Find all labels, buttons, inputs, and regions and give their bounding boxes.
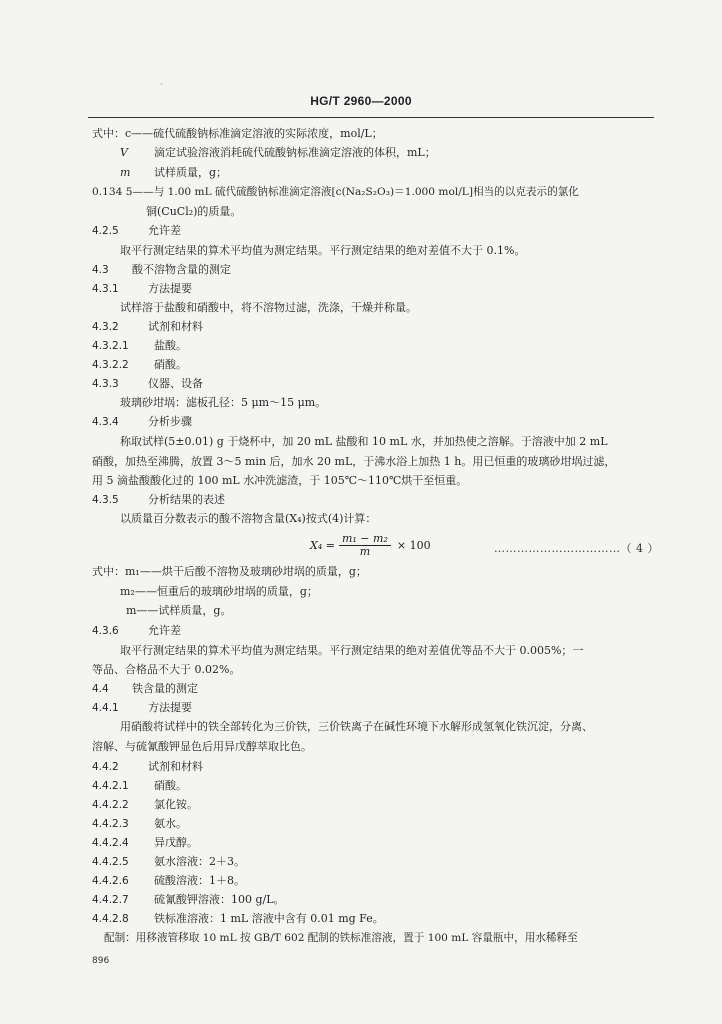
list-item: 4.4.2.6 硫酸溶液：1＋8。 (92, 874, 245, 887)
text-line: 式中：c——硫代硫酸钠标准滴定溶液的实际浓度，mol/L； (92, 127, 383, 140)
text-line: 以质量百分数表示的酸不溶物含量(X₄)按式(4)计算： (120, 512, 377, 525)
section-number: 4.4.2.2 (92, 799, 129, 811)
fraction-denominator: m (359, 544, 371, 558)
section-heading: 4.3 酸不溶物含量的测定 (92, 263, 231, 276)
text-line: 用硝酸将试样中的铁全部转化为三价铁，三价铁离子在碱性环境下水解形成氢氧化铁沉淀，分离、 (120, 720, 593, 733)
section-number: 4.3.3 (92, 378, 119, 390)
section-number: 4.3.1 (92, 283, 119, 295)
section-number: 4.4 (92, 683, 109, 695)
section-number: 4.3.2.2 (92, 359, 129, 371)
scan-mark: · (160, 80, 163, 89)
section-heading: 4.3.2 试剂和材料 (92, 320, 203, 333)
section-heading: 4.3.3 仪器、设备 (92, 377, 203, 390)
definition: 试样质量，g； (154, 166, 228, 179)
page-number: 896 (92, 956, 110, 966)
section-number: 4.3.4 (92, 416, 119, 428)
section-number: 4.4.2.1 (92, 780, 129, 792)
text-line: 称取试样(5±0.01) g 于烧杯中，加 20 mL 盐酸和 10 mL 水，并加热使之溶解。于溶液中加 2 mL (120, 435, 608, 448)
fraction (339, 533, 391, 558)
text-line: 铜(CuCl₂)的质量。 (146, 205, 242, 218)
section-number: 4.4.2.8 (92, 913, 129, 925)
text-line: 取平行测定结果的算术平均值为测定结果。平行测定结果的绝对差值优等品不大于 0.005%；一 (120, 644, 584, 657)
section-number: 4.3.2.1 (92, 340, 129, 352)
section-number: 4.3 (92, 264, 109, 276)
list-item: 4.4.2.4 异戊醇。 (92, 836, 198, 849)
text-line: 玻璃砂坩埚：滤板孔径：5 μm～15 μm。 (120, 396, 327, 409)
section-heading: 4.2.5 允许差 (92, 224, 181, 237)
section-number: 4.3.6 (92, 625, 119, 637)
text-line: 溶解、与硫氰酸钾显色后用异戊醇萃取比色。 (92, 740, 312, 753)
header-rule (88, 117, 654, 118)
list-item: 4.3.2.1 盐酸。 (92, 339, 187, 352)
text-line: 配制：用移液管移取 10 mL 按 GB/T 602 配制的铁标准溶液，置于 100 mL 容量瓶中，用水稀释至 (104, 932, 578, 944)
section-number: 4.4.2.3 (92, 818, 129, 830)
section-heading: 4.3.6 允许差 (92, 624, 181, 637)
text-line: 用 5 滴盐酸酸化过的 100 mL 水冲洗滤渣，于 105℃～110℃烘干至恒重。 (92, 474, 468, 487)
list-item: 4.4.2.5 氨水溶液：2＋3。 (92, 855, 245, 868)
text-line: 取平行测定结果的算术平均值为测定结果。平行测定结果的绝对差值不大于 0.1%。 (120, 244, 526, 257)
section-number: 4.4.2.4 (92, 837, 129, 849)
text-line: 硝酸，加热至沸腾，放置 3～5 min 后，加水 20 mL，于沸水浴上加热 1 h。用已恒重的玻璃砂坩埚过滤， (92, 455, 616, 468)
definition: 滴定试验溶液消耗硫代硫酸钠标准滴定溶液的体积，mL； (154, 146, 436, 159)
text-line (120, 166, 227, 180)
section-number: 4.3.2 (92, 321, 119, 333)
section-number: 4.2.5 (92, 225, 119, 237)
list-item: 4.4.2.8 铁标准溶液：1 mL 溶液中含有 0.01 mg Fe。 (92, 912, 384, 925)
section-number: 4.4.2.6 (92, 875, 129, 887)
list-item: 4.3.2.2 硝酸。 (92, 358, 187, 371)
equation-number: ……………………………（ 4 ） (494, 542, 659, 555)
formula-factor: × 100 (396, 538, 431, 552)
section-number: 4.4.2.7 (92, 894, 129, 906)
text-line: 等品、合格品不大于 0.02%。 (92, 663, 241, 676)
equation-4 (310, 532, 431, 558)
list-item: 4.4.2.3 氨水。 (92, 817, 187, 830)
section-heading: 4.3.4 分析步骤 (92, 415, 192, 428)
list-item: 4.4.2.1 硝酸。 (92, 779, 187, 792)
list-item: 4.4.2.7 硫氰酸钾溶液：100 g/L。 (92, 893, 285, 906)
list-item: 4.4.2.2 氯化铵。 (92, 798, 198, 811)
section-number: 4.4.2 (92, 761, 119, 773)
formula-lhs: X₄ = (310, 538, 335, 552)
section-heading: 4.4.1 方法提要 (92, 701, 192, 714)
text-line (120, 146, 436, 160)
text-line: m——试样质量，g。 (126, 604, 232, 617)
fraction-numerator: m₁ − m₂ (339, 533, 391, 546)
section-heading: 4.3.1 方法提要 (92, 282, 192, 295)
section-heading: 4.4.2 试剂和材料 (92, 760, 203, 773)
section-number: 4.4.1 (92, 702, 119, 714)
page-header: HG/T 2960—2000 (310, 94, 412, 108)
section-number: 4.4.2.5 (92, 856, 129, 868)
text-line: m₂——恒重后的玻璃砂坩埚的质量，g； (120, 585, 318, 598)
variable-label: V (120, 146, 128, 159)
text-line: 0.134 5——与 1.00 mL 硫代硫酸钠标准滴定溶液[c(Na₂S₂O₃)＝1.000 mol/L]相当的以克表示的氯化 (92, 186, 579, 198)
text-line: 试样溶于盐酸和硝酸中，将不溶物过滤，洗涤，干燥并称量。 (120, 301, 417, 314)
section-heading: 4.4 铁含量的测定 (92, 682, 198, 695)
section-heading: 4.3.5 分析结果的表述 (92, 493, 225, 506)
variable-label: m (120, 166, 131, 179)
section-number: 4.3.5 (92, 494, 119, 506)
text-line: 式中：m₁——烘干后酸不溶物及玻璃砂坩埚的质量，g； (92, 565, 367, 578)
